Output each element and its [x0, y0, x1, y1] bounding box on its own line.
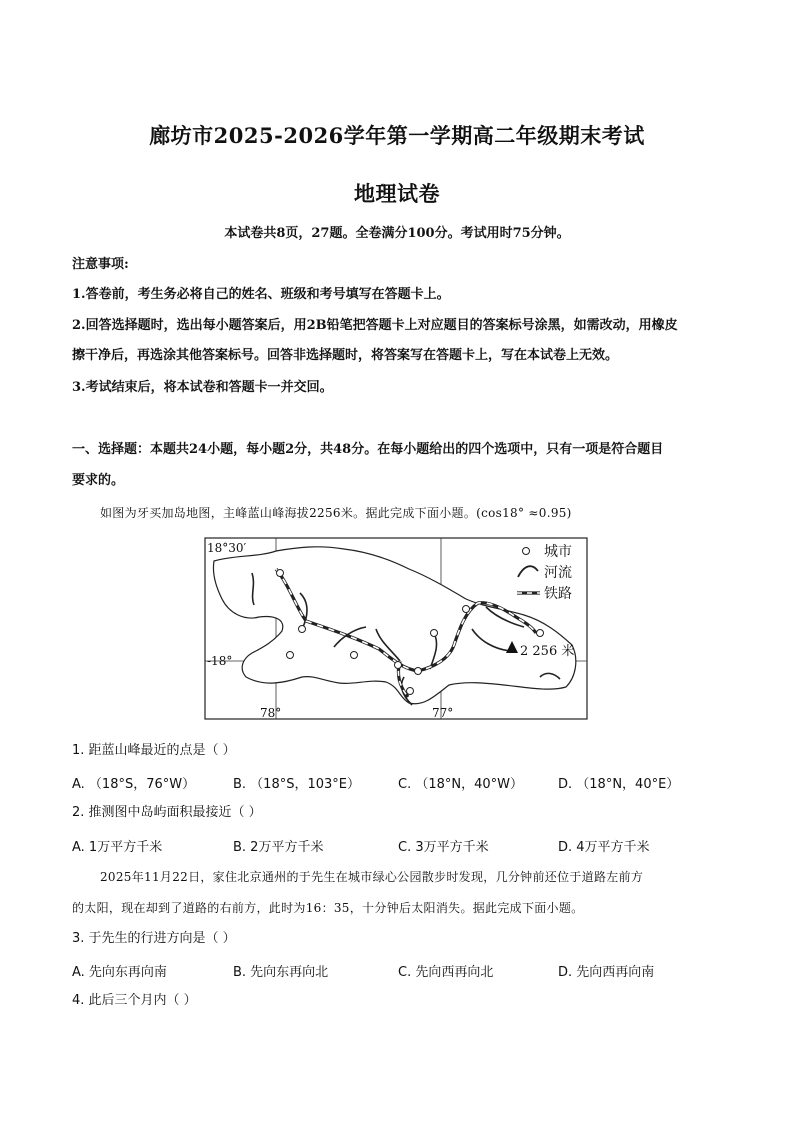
question-4-stem: 4. 此后三个月内（ ） — [72, 993, 197, 1008]
q2-option-d: D. 4万平方千米 — [558, 840, 650, 855]
lat-label-top: 18°30′ — [207, 541, 247, 555]
question-intro-1: 如图为牙买加岛地图，主峰蓝山峰海拔2256米。据此完成下面小题。(cos18° ≈0.95) — [100, 506, 572, 520]
city-legend-icon — [523, 548, 530, 555]
q2-option-b: B. 2万平方千米 — [233, 840, 324, 855]
lon-label-77: 77° — [432, 706, 454, 720]
question-intro-2: 2025年11月22日，家住北京通州的于先生在城市绿心公园散步时发现，几分钟前还位于道路左前方 — [100, 870, 644, 884]
legend-railway: 铁路 — [544, 586, 572, 602]
lat-label-mid: -18° — [207, 654, 233, 668]
q1-option-a: A. （18°S，76°W） — [72, 777, 196, 792]
q1-option-b: B. （18°S，103°E） — [233, 777, 361, 792]
question-2-stem: 2. 推测图中岛屿面积最接近（ ） — [72, 805, 262, 820]
peak-label: 2 256 米 — [520, 644, 575, 659]
q2-option-c: C. 3万平方千米 — [398, 840, 489, 855]
legend-city: 城市 — [544, 544, 572, 560]
exam-info: 本试卷共8页，27题。全卷满分100分。考试用时75分钟。 — [224, 226, 570, 241]
q1-option-c: C. （18°N，40°W） — [398, 777, 524, 792]
note-item: 1.答卷前，考生务必将自己的姓名、班级和考号填写在答题卡上。 — [72, 287, 450, 302]
note-item: 3.考试结束后，将本试卷和答题卡一并交回。 — [72, 380, 333, 395]
jamaica-map — [204, 537, 588, 720]
q3-option-b: B. 先向东再向北 — [233, 965, 329, 980]
question-intro-2-cont: 的太阳，现在却到了道路的右前方，此时为16：35，十分钟后太阳消失。据此完成下面小题。 — [72, 901, 584, 915]
lon-label-78: 78° — [260, 706, 282, 720]
q2-option-a: A. 1万平方千米 — [72, 840, 163, 855]
question-3-stem: 3. 于先生的行进方向是（ ） — [72, 931, 236, 946]
question-1-stem: 1. 距蓝山峰最近的点是（ ） — [72, 743, 236, 758]
q3-option-c: C. 先向西再向北 — [398, 965, 494, 980]
legend-river: 河流 — [544, 565, 572, 581]
section-heading: 一、选择题：本题共24小题，每小题2分，共48分。在每小题给出的四个选项中，只有一项是符合题目 — [72, 442, 664, 457]
notes-heading: 注意事项: — [72, 257, 129, 272]
note-item: 擦干净后，再选涂其他答案标号。回答非选择题时，将答案写在答题卡上，写在本试卷上无效。 — [72, 348, 619, 363]
exam-title: 廊坊市2025-2026学年第一学期高二年级期末考试 — [149, 123, 645, 148]
q3-option-a: A. 先向东再向南 — [72, 965, 167, 980]
note-item: 2.回答选择题时，选出每小题答案后，用2B铅笔把答题卡上对应题目的答案标号涂黑，如需改动，用橡皮 — [72, 318, 678, 333]
map-legend — [514, 539, 586, 602]
q3-option-d: D. 先向西再向南 — [558, 965, 655, 980]
section-heading-cont: 要求的。 — [72, 473, 125, 488]
q1-option-d: D. （18°N，40°E） — [558, 777, 680, 792]
exam-subtitle: 地理试卷 — [354, 181, 440, 206]
